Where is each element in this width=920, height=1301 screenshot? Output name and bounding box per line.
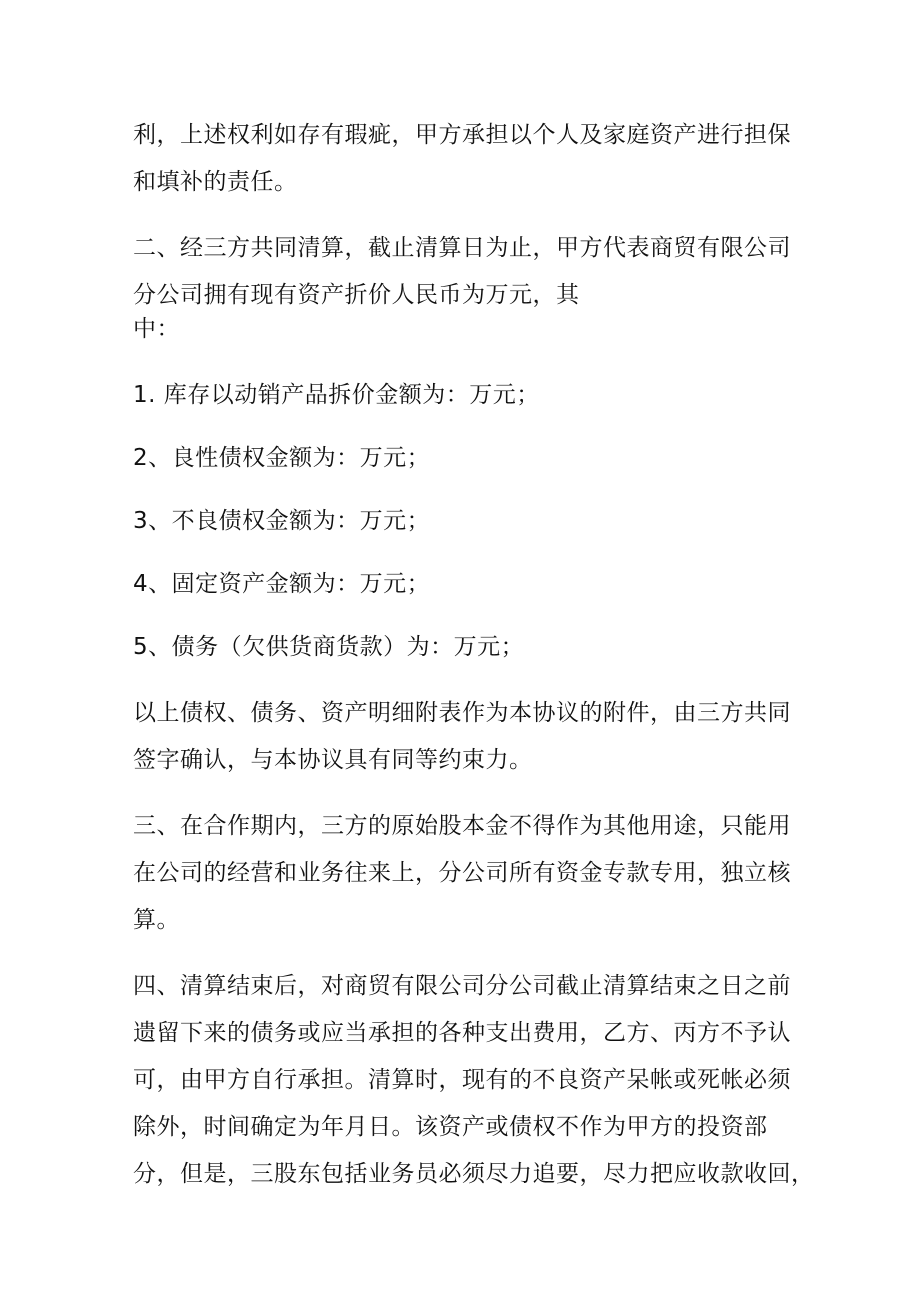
text-line: 三、在合作期内，三方的原始股本金不得作为其他用途，只能用 [133, 813, 791, 839]
text-line: 二、经三方共同清算，截止清算日为止，甲方代表商贸有限公司 [133, 235, 791, 261]
list-item: 5、债务（欠供货商货款）为：万元； [133, 634, 525, 660]
text-line: 可，由甲方自行承担。清算时，现有的不良资产呆帐或死帐必须 [133, 1067, 791, 1093]
list-item: 3、不良债权金额为：万元； [133, 508, 431, 534]
text-line: 签字确认，与本协议具有同等约束力。 [133, 747, 533, 773]
text-line: 中： [133, 316, 180, 342]
text-line: 分，但是，三股东包括业务员必须尽力追要，尽力把应收款收回， [133, 1161, 815, 1187]
text-line: 算。 [133, 907, 180, 933]
list-item: 1. 库存以动销产品拆价金额为：万元； [133, 382, 540, 408]
text-line: 除外，时间确定为年月日。该资产或债权不作为甲方的投资部 [133, 1114, 768, 1140]
text-line: 遗留下来的债务或应当承担的各种支出费用，乙方、丙方不予认 [133, 1020, 791, 1046]
text-line: 以上债权、债务、资产明细附表作为本协议的附件，由三方共同 [133, 700, 791, 726]
list-item: 2、良性债权金额为：万元； [133, 445, 431, 471]
text-line: 在公司的经营和业务往来上，分公司所有资金专款专用，独立核 [133, 860, 791, 886]
text-line: 四、清算结束后，对商贸有限公司分公司截止清算结束之日之前 [133, 973, 791, 999]
list-item: 4、固定资产金额为：万元； [133, 571, 431, 597]
text-line: 利，上述权利如存有瑕疵，甲方承担以个人及家庭资产进行担保 [133, 122, 791, 148]
text-line: 和填补的责任。 [133, 169, 298, 195]
text-line: 分公司拥有现有资产折价人民币为万元，其 [133, 282, 580, 308]
